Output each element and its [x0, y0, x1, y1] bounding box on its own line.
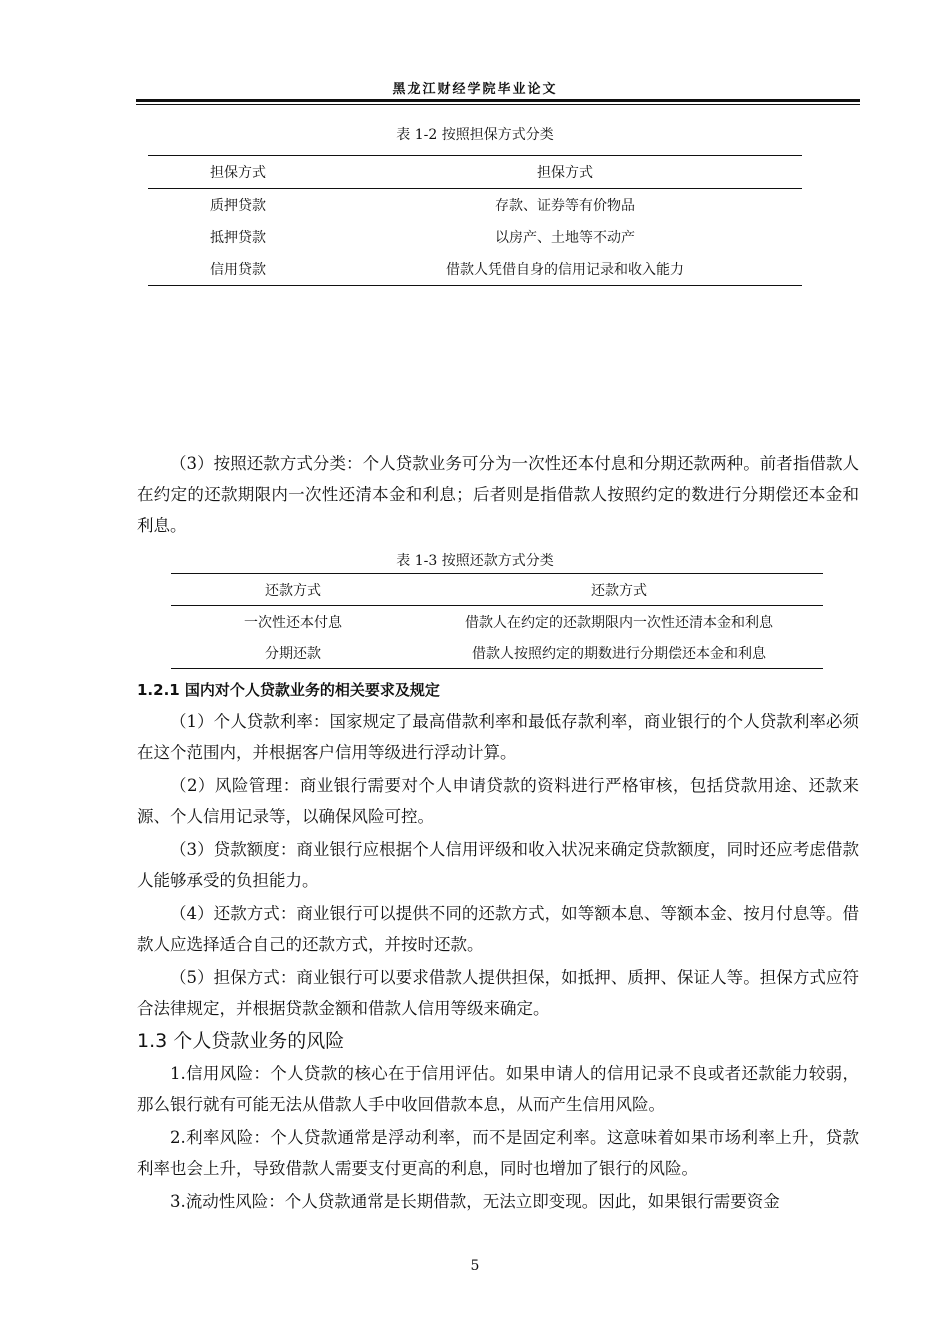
table-row	[148, 253, 802, 286]
table-header-cell: 担保方式	[328, 156, 802, 189]
paragraph: 3.流动性风险：个人贷款通常是长期借款，无法立即变现。因此，如果银行需要资金	[170, 1192, 780, 1211]
table-1-3-caption: 表 1-3 按照还款方式分类	[396, 553, 554, 569]
header-rule	[136, 99, 860, 102]
table-header-cell: 还款方式	[415, 574, 823, 606]
table-header-cell: 担保方式	[148, 156, 328, 189]
table-cell: 抵押贷款	[210, 230, 266, 246]
table-header-row	[171, 574, 823, 606]
section-heading-1-2-1: 1.2.1 国内对个人贷款业务的相关要求及规定	[137, 681, 440, 699]
table-cell: 借款人按照约定的期数进行分期偿还本金和利息	[415, 637, 823, 669]
section-heading-1-3: 1.3 个人贷款业务的风险	[137, 1030, 345, 1052]
paragraph-repayment-classification: （3）按照还款方式分类：个人贷款业务可分为一次性还本付息和分期还款两种。前者指借款人在约定的还款期限内一次性还清本金和利息；后者则是指借款人按照约定的数进行分期偿还本金和利息。	[137, 454, 859, 535]
paragraph: 2.利率风险：个人贷款通常是浮动利率，而不是固定利率。这意味着如果市场利率上升，贷款利率也会上升，导致借款人需要支付更高的利息，同时也增加了银行的风险。	[137, 1128, 859, 1178]
table-1-3	[171, 573, 823, 669]
header-title: 黑龙江财经学院毕业论文	[392, 82, 558, 97]
table-cell: 存款、证券等有价物品	[495, 198, 635, 214]
table-header-cell: 还款方式	[171, 574, 415, 606]
paragraph: （1）个人贷款利率：国家规定了最高借款利率和最低存款利率，商业银行的个人贷款利率必须在这个范围内，并根据客户信用等级进行浮动计算。	[137, 712, 859, 762]
table-cell: 信用贷款	[148, 253, 328, 286]
page-number: 5	[470, 1258, 480, 1274]
table-row	[171, 637, 823, 669]
table-1-2	[148, 155, 802, 286]
table-cell: 以房产、土地等不动产	[495, 230, 635, 246]
table-cell: 一次性还本付息	[244, 614, 342, 631]
table-cell: 借款人凭借自身的信用记录和收入能力	[328, 253, 802, 286]
table-cell: 质押贷款	[210, 198, 266, 214]
table-1-2-caption: 表 1-2 按照担保方式分类	[396, 127, 554, 143]
paragraph: （2）风险管理：商业银行需要对个人申请贷款的资料进行严格审核，包括贷款用途、还款来源、个人信用记录等，以确保风险可控。	[137, 776, 859, 826]
table-cell: 分期还款	[171, 637, 415, 669]
paragraph: 1.信用风险：个人贷款的核心在于信用评估。如果申请人的信用记录不良或者还款能力较弱，那么银行就有可能无法从借款人手中收回借款本息，从而产生信用风险。	[137, 1064, 859, 1114]
table-header-row	[148, 156, 802, 189]
paragraph: （4）还款方式：商业银行可以提供不同的还款方式，如等额本息、等额本金、按月付息等。借款人应选择适合自己的还款方式，并按时还款。	[137, 904, 859, 954]
table-row	[148, 189, 802, 222]
header-rule-thin	[136, 104, 860, 105]
table-row	[171, 606, 823, 638]
table-cell: 借款人在约定的还款期限内一次性还清本金和利息	[465, 614, 773, 631]
paragraph: （3）贷款额度：商业银行应根据个人信用评级和收入状况来确定贷款额度，同时还应考虑借款人能够承受的负担能力。	[137, 840, 859, 890]
paragraph: （5）担保方式：商业银行可以要求借款人提供担保，如抵押、质押、保证人等。担保方式应符合法律规定，并根据贷款金额和借款人信用等级来确定。	[137, 968, 859, 1018]
table-row	[148, 221, 802, 253]
